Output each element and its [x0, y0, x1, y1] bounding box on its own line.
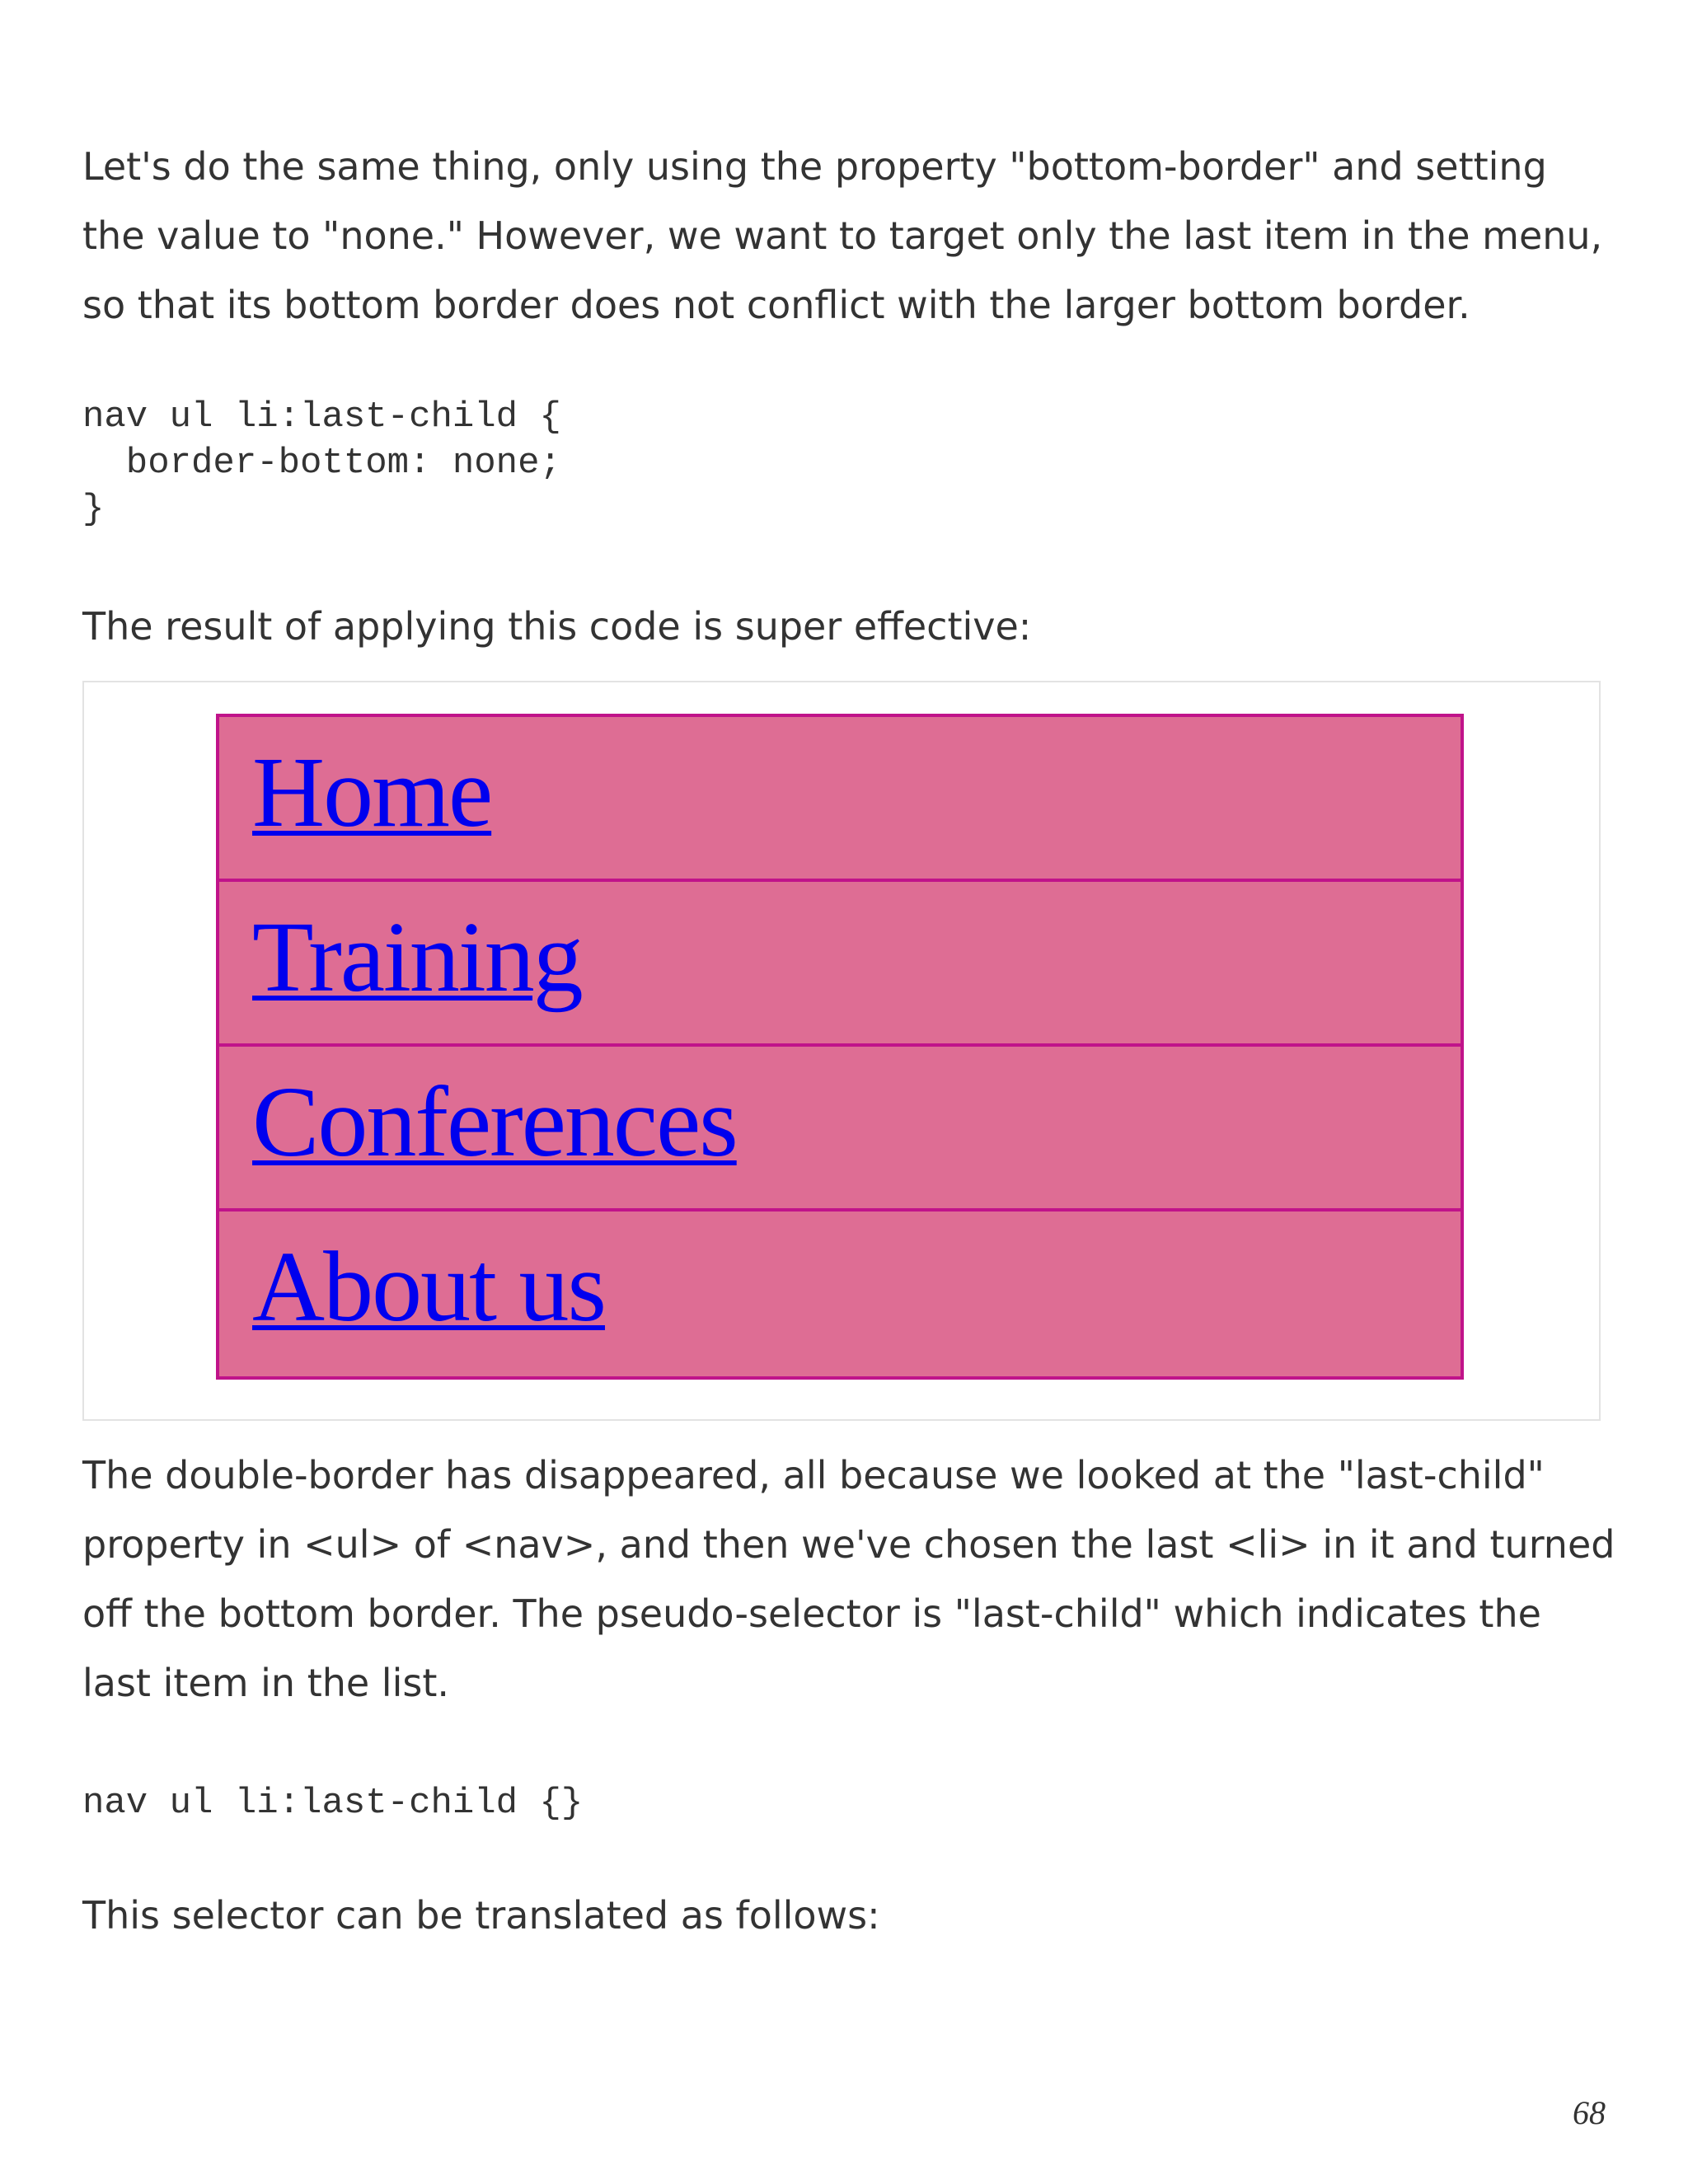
- result-paragraph: The result of applying this code is super effective:: [82, 604, 1032, 649]
- menu-link-training[interactable]: Training: [252, 902, 582, 1013]
- menu-item-conferences: [219, 1047, 1461, 1212]
- page-number: 68: [1573, 2094, 1606, 2131]
- intro-paragraph: Let's do the same thing, only using the property "bottom-border" and setting the value to "none." However, we want to target only the last item in the menu, so that its bottom border does not conflict with the larger bottom border.: [82, 144, 1603, 327]
- menu-link-about-us[interactable]: About us: [252, 1231, 605, 1343]
- demo-menu-list: [219, 717, 1461, 1376]
- menu-item-training: [219, 882, 1461, 1047]
- menu-demo-screenshot: [82, 681, 1601, 1421]
- explanation-paragraph: The double-border has disappeared, all because we looked at the "last-child" property in <ul> of <nav>, and then we've chosen the last <li> in it and turned off the bottom border. The pseudo-selector is "last-child" which indicates the last item in the list.: [82, 1453, 1615, 1705]
- selector-code-block: nav ul li:last-child {}: [82, 1783, 584, 1824]
- menu-link-home[interactable]: Home: [252, 737, 492, 848]
- menu-item-about-us: [219, 1212, 1461, 1376]
- css-rule-code-block: nav ul li:last-child { border-bottom: none; }: [82, 396, 561, 530]
- menu-item-home: [219, 717, 1461, 882]
- menu-link-conferences[interactable]: Conferences: [252, 1066, 737, 1178]
- translation-intro-paragraph: This selector can be translated as follows:: [82, 1893, 880, 1938]
- demo-nav-menu: [216, 714, 1464, 1380]
